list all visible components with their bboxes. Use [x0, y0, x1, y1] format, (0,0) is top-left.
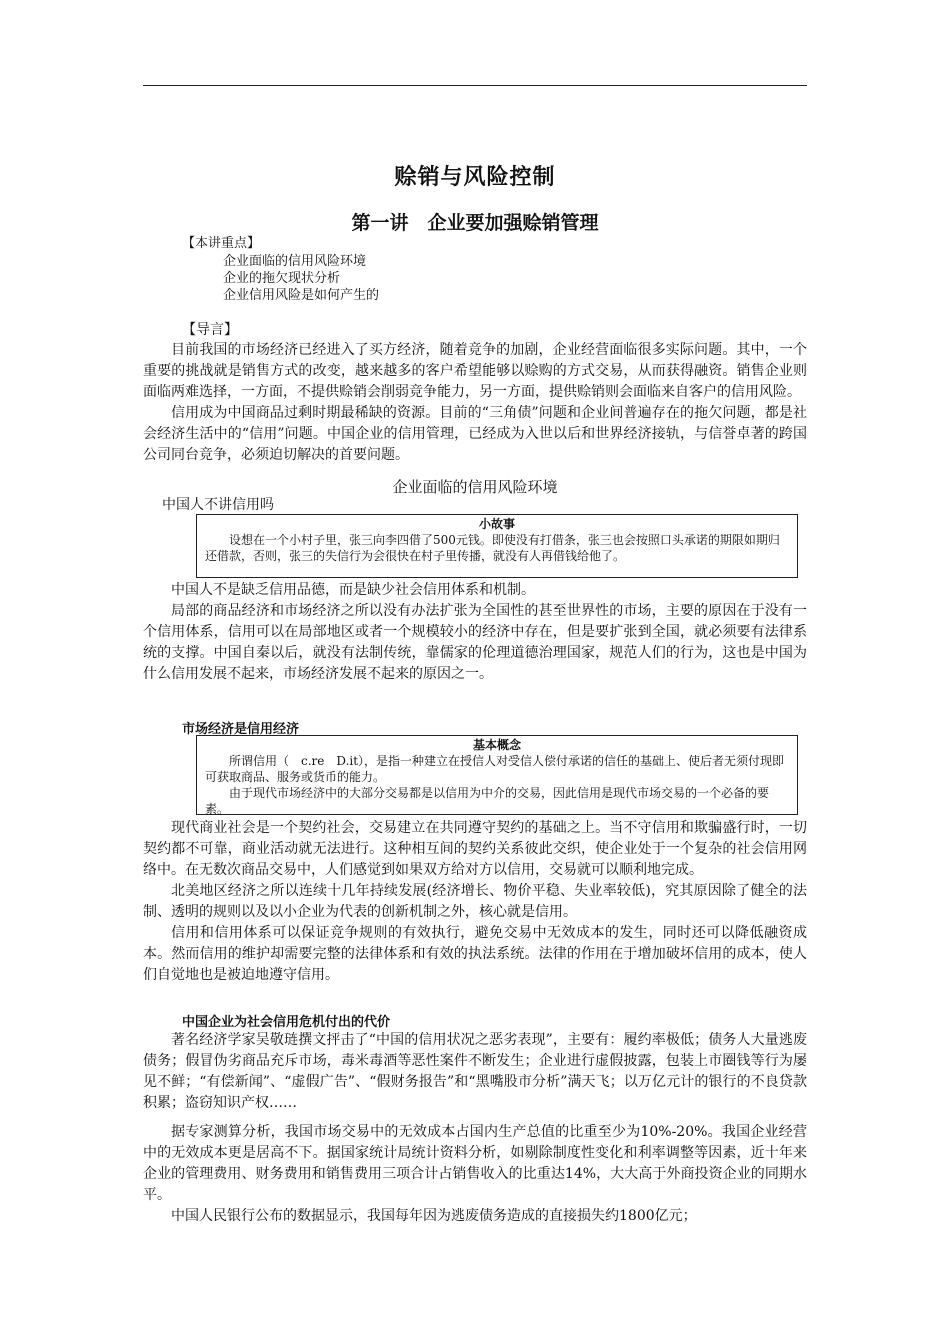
key-points-label: 【本讲重点】 — [182, 236, 261, 251]
section-subtitle: 中国人不讲信用吗 — [162, 497, 274, 513]
concept-box-text: 由于现代市场经济中的大部分交易都是以信用为中介的交易，因此信用是现代市场交易的一个必备的要素。 — [205, 786, 770, 816]
lecture-title: 第一讲 企业要加强赊销管理 — [351, 212, 599, 234]
key-point-item: 企业信用风险是如何产生的 — [223, 288, 380, 303]
intro-label: 【导言】 — [182, 322, 238, 338]
paragraph: 局部的商品经济和市场经济之所以没有办法扩张为全国性的甚至世界性的市场，主要的原因在于没有一个信用体系，信用可以在局部地区或者一个规模较小的经济中存在，但是要扩张到全国，就必须要有法律系统的支撑。中国自秦以后，就没有法制传统，靠儒家的伦理道德治理国家，规范人们的行为，这也是中国为什么信用发展不起来，市场经济发展不起来的原因之一。 — [143, 603, 807, 682]
paragraph: 中国人不是缺乏信用品德，而是缺少社会信用体系和机制。 — [171, 582, 535, 598]
paragraph: 北美地区经济之所以连续十几年持续发展(经济增长、物价平稳、失业率较低)，究其原因除了健全的法制、透明的规则以及以小企业为代表的创新机制之外，核心就是信用。 — [143, 883, 807, 920]
concept-box-title: 基本概念 — [472, 738, 521, 752]
paragraph: 信用成为中国商品过剩时期最稀缺的资源。目前的“三角债”问题和企业间普遍存在的拖欠问题，都是社会经济生活中的“信用”问题。中国企业的信用管理，已经成为入世以后和世界经济接轨，与信誉卓著的跨国公司同台竞争，必须迫切解决的首要问题。 — [143, 405, 807, 463]
document-title: 赊销与风险控制 — [394, 164, 556, 190]
story-box-title: 小故事 — [478, 517, 515, 531]
section-title: 企业面临的信用风险环境 — [392, 478, 558, 496]
intro-body — [143, 340, 807, 466]
concept-box-text: 所谓信用（ c.re D.it），是指一种建立在授信人对受信人偿付承诺的信任的基础上、使后者无须付现即可获取商品、服务或货币的能力。 — [205, 754, 785, 784]
section-heading: 市场经济是信用经济 — [182, 722, 300, 737]
section3-body — [143, 1030, 807, 1227]
header-rule — [143, 85, 807, 86]
paragraph: 信用和信用体系可以保证竞争规则的有效执行，避免交易中无效成本的发生，同时还可以降低融资成本。然而信用的维护却需要完整的法律体系和有效的执法系统。法律的作用在于增加破坏信用的成本，使人们自觉地也是被迫地遵守信用。 — [143, 925, 807, 983]
paragraph: 目前我国的市场经济已经进入了买方经济，随着竞争的加剧，企业经营面临很多实际问题。其中，一个重要的挑战就是销售方式的改变，越来越多的客户希望能够以赊购的方式交易，从而获得融资。销售企业则面临两难选择，一方面，不提供赊销会削弱竞争能力，另一方面，提供赊销则会面临来自客户的信用风险。 — [143, 342, 807, 400]
section2-body — [143, 818, 807, 986]
key-point-item: 企业的拖欠现状分析 — [223, 271, 341, 286]
concept-box — [196, 735, 798, 815]
story-box-text: 设想在一个小村子里，张三向李四借了500元钱。即使没有打借条，张三也会按照口头承诺的期限如期归还借款，否则，张三的失信行为会很快在村子里传播，就没有人再借钱给他了。 — [205, 533, 780, 563]
paragraph: 现代商业社会是一个契约社会，交易建立在共同遵守契约的基础之上。当不守信用和欺骗盛行时，一切契约都不可靠，商业活动就无法进行。这种相互间的契约关系彼此交织，使企业处于一个复杂的社会信用网络中。在无数次商品交易中，人们感觉到如果双方给对方以信用，交易就可以顺利地完成。 — [143, 820, 807, 878]
section-heading: 中国企业为社会信用危机付出的代价 — [182, 1015, 391, 1030]
section1-body — [143, 580, 807, 685]
paragraph: 据专家测算分析，我国市场交易中的无效成本占国内生产总值的比重至少为10%-20%。我国企业经营中的无效成本更是居高不下。据国家统计局统计资料分析，如剔除制度性变化和利率调整等因素，近十年来企业的管理费用、财务费用和销售费用三项合计占销售收入的比重达14%，大大高于外商投资企业的同期水平。 — [143, 1124, 807, 1203]
key-point-item: 企业面临的信用风险环境 — [223, 254, 367, 269]
story-box — [196, 514, 798, 578]
paragraph: 著名经济学家吴敬琏撰文抨击了“中国的信用状况之恶劣表现”，主要有：履约率极低；债务人大量逃废债务；假冒伪劣商品充斥市场，毒米毒酒等恶性案件不断发生；企业进行虚假披露，包装上市圈钱等行为屡见不鲜；“有偿新闻”、“虚假广告”、“假财务报告”和“黑嘴股市分析”满天飞；以万亿元计的银行的不良贷款积累；盗窃知识产权…… — [143, 1032, 807, 1111]
paragraph: 中国人民银行公布的数据显示，我国每年因为逃废债务造成的直接损失约1800亿元； — [171, 1208, 697, 1224]
